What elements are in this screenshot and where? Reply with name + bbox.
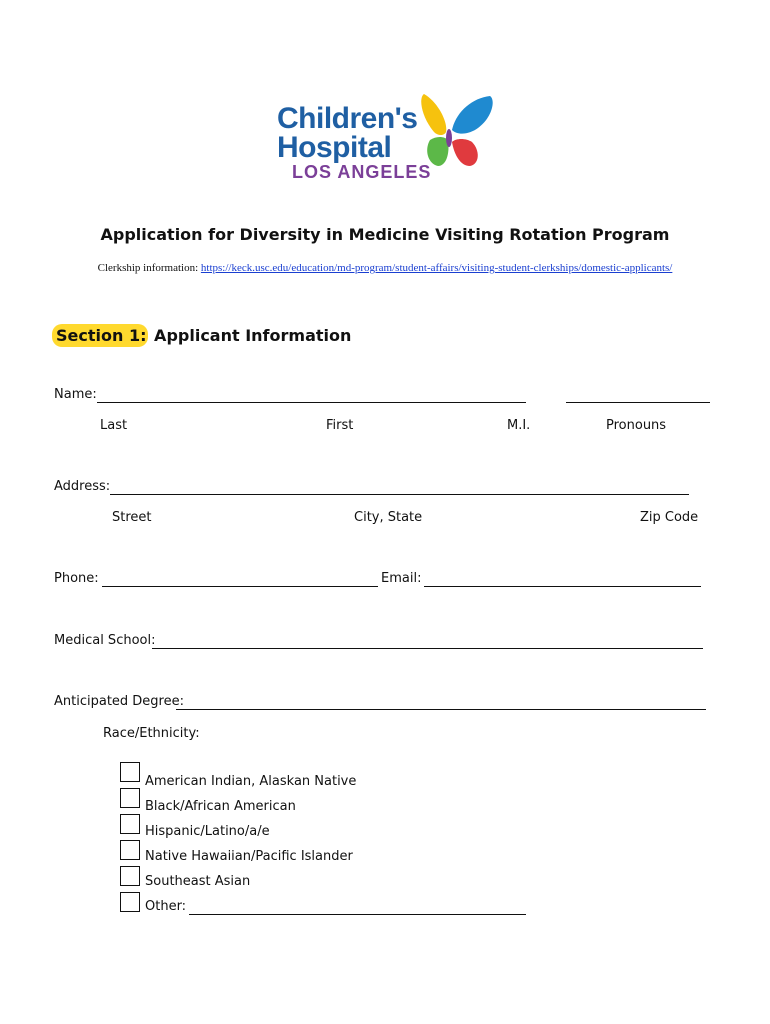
checkbox-southeast-asian[interactable] [120, 866, 140, 886]
name-sub-first: First [326, 418, 354, 433]
name-field-line[interactable] [97, 402, 526, 403]
clerkship-info [0, 262, 770, 274]
address-label: Address: [54, 479, 111, 494]
other-field-line[interactable] [189, 914, 526, 915]
clerkship-link[interactable]: https://keck.usc.edu/education/md-program/student-affairs/visiting-student-clerkships/domestic-applicants/ [200, 262, 673, 274]
section-title: Applicant Information [148, 326, 352, 345]
degree-label: Anticipated Degree: [54, 694, 184, 709]
option-native-hawaiian: Native Hawaiian/Pacific Islander [145, 849, 353, 864]
butterfly-icon [416, 88, 496, 180]
email-label: Email: [381, 571, 422, 586]
checkbox-native-hawaiian[interactable] [120, 840, 140, 860]
medical-school-label: Medical School: [54, 633, 156, 648]
pronouns-field-line[interactable] [566, 402, 710, 403]
checkbox-american-indian[interactable] [120, 762, 140, 782]
hospital-logo [270, 88, 500, 188]
name-sub-last: Last [100, 418, 128, 433]
document-title: Application for Diversity in Medicine Visiting Rotation Program [100, 225, 670, 244]
logo-text-hospital: Hospital [277, 131, 392, 164]
name-label: Name: [54, 387, 97, 402]
checkbox-black-african-american[interactable] [120, 788, 140, 808]
clerkship-label: Clerkship information: [97, 262, 201, 274]
option-black-african-american: Black/African American [145, 799, 296, 814]
option-hispanic-latino: Hispanic/Latino/a/e [145, 824, 270, 839]
medical-school-field-line[interactable] [152, 648, 703, 649]
checkbox-hispanic-latino[interactable] [120, 814, 140, 834]
option-american-indian: American Indian, Alaskan Native [145, 774, 357, 789]
phone-field-line[interactable] [102, 586, 378, 587]
section-heading [52, 322, 351, 350]
section-number: Section 1: [52, 324, 148, 347]
address-sub-zip: Zip Code [640, 510, 699, 525]
phone-label: Phone: [54, 571, 99, 586]
option-other: Other: [145, 899, 187, 914]
address-sub-street: Street [112, 510, 152, 525]
name-sub-pronouns: Pronouns [606, 418, 667, 433]
address-field-line[interactable] [110, 494, 689, 495]
name-sub-mi: M.I. [507, 418, 531, 433]
logo-text-childrens: Children's [277, 102, 418, 135]
logo-text-los-angeles: LOS ANGELES [292, 162, 432, 182]
checkbox-other[interactable] [120, 892, 140, 912]
race-ethnicity-label: Race/Ethnicity: [103, 726, 200, 741]
address-sub-city-state: City, State [354, 510, 423, 525]
degree-field-line[interactable] [176, 709, 706, 710]
email-field-line[interactable] [424, 586, 701, 587]
option-southeast-asian: Southeast Asian [145, 874, 251, 889]
